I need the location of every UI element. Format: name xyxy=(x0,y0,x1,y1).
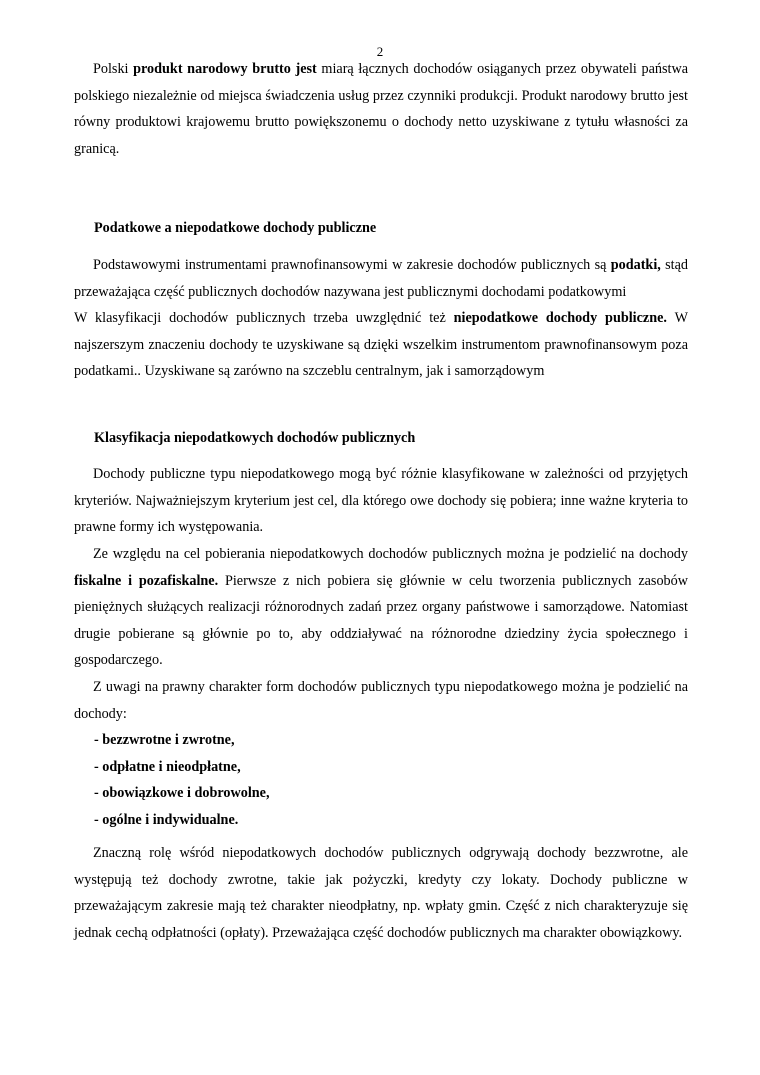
paragraph-nonrefundable-income: Znaczną rolę wśród niepodatkowych dochodów publicznych odgrywają dochody bezzwrotne, ale występują też dochody zwrotne, takie jak pożyczki, kredyty czy lokaty. Dochody publiczne w przeważającym zakresie mają też charakter nieodpłatny, np. wpłaty gmin. Część z nich charakteryzuje się jednak cechą odpłatności (opłaty). Przeważająca część dochodów publicznych ma charakter obowiązkowy. xyxy=(74,845,688,941)
paragraph-text: Podstawowymi instrumentami prawnofinansowymi w zakresie dochodów publicznych są xyxy=(93,257,611,273)
bold-term: produkt narodowy brutto jest xyxy=(133,61,317,77)
paragraph-text: W klasyfikacji dochodów publicznych trzeba uwzględnić też xyxy=(74,310,454,326)
list-item: - odpłatne i nieodpłatne, xyxy=(94,754,270,781)
paragraph-gnp xyxy=(74,56,688,162)
bold-term: niepodatkowe dochody publiczne. xyxy=(453,310,667,326)
list-item: - bezzwrotne i zwrotne, xyxy=(94,727,270,754)
list-item: - obowiązkowe i dobrowolne, xyxy=(94,780,270,807)
section-heading-tax-nontax: Podatkowe a niepodatkowe dochody publiczne xyxy=(94,220,377,236)
list-item: - ogólne i indywidualne. xyxy=(94,807,270,834)
income-types-list xyxy=(94,727,270,833)
paragraph-text: Polski xyxy=(93,61,134,77)
paragraph-nontax-income xyxy=(74,305,688,385)
paragraph-text: Pierwsze z nich pobiera się głównie w celu tworzenia publicznych zasobów pieniężnych służących realizacji różnorodnych zadań przez organy państwowe i samorządowe. Natomiast drugie pobierane są głównie po to, aby oddziaływać na różnorodne dziedziny życia społecznego i gospodarczego. xyxy=(74,572,688,668)
paragraph-classification-criteria: Dochody publiczne typu niepodatkowego mogą być różnie klasyfikowane w zależności od przyjętych kryteriów. Najważniejszym kryterium jest cel, dla którego owe dochody się pobiera; inne ważne kryteria to prawne formy ich występowania. xyxy=(74,466,688,535)
bold-term: podatki, xyxy=(610,257,661,273)
paragraph-legal-forms: Z uwagi na prawny charakter form dochodów publicznych typu niepodatkowego można je podzielić na dochody: xyxy=(74,679,688,722)
bold-term: fiskalne i pozafiskalne. xyxy=(74,572,219,589)
paragraph-text: W najszerszym znaczeniu dochody te uzyskiwane są dzięki wszelkim instrumentom prawnofinansowym poza podatkami.. Uzyskiwane są zarówno na szczeblu centralnym, jak i samorządowym xyxy=(74,310,688,379)
paragraph-text: Ze względu na cel pobierania niepodatkowych dochodów publicznych można je podzielić na dochody xyxy=(93,546,688,562)
paragraph-text: stąd przeważająca część publicznych dochodów nazywana jest publicznymi dochodami podatkowymi xyxy=(74,257,688,300)
paragraph-fiscal-nonfiscal xyxy=(74,541,688,674)
paragraph-tax-instruments xyxy=(74,252,688,305)
paragraph-text: miarą łącznych dochodów osiąganych przez obywateli państwa polskiego niezależnie od miejsca świadczenia usług przez czynniki produkcji. Produkt narodowy brutto jest równy produktowi krajowemu brutto powiększonemu o dochody netto uzyskiwane z tytułu własności za granicą. xyxy=(74,61,688,157)
section-heading-classification: Klasyfikacja niepodatkowych dochodów publicznych xyxy=(94,430,416,446)
page-number: 2 xyxy=(376,44,384,59)
